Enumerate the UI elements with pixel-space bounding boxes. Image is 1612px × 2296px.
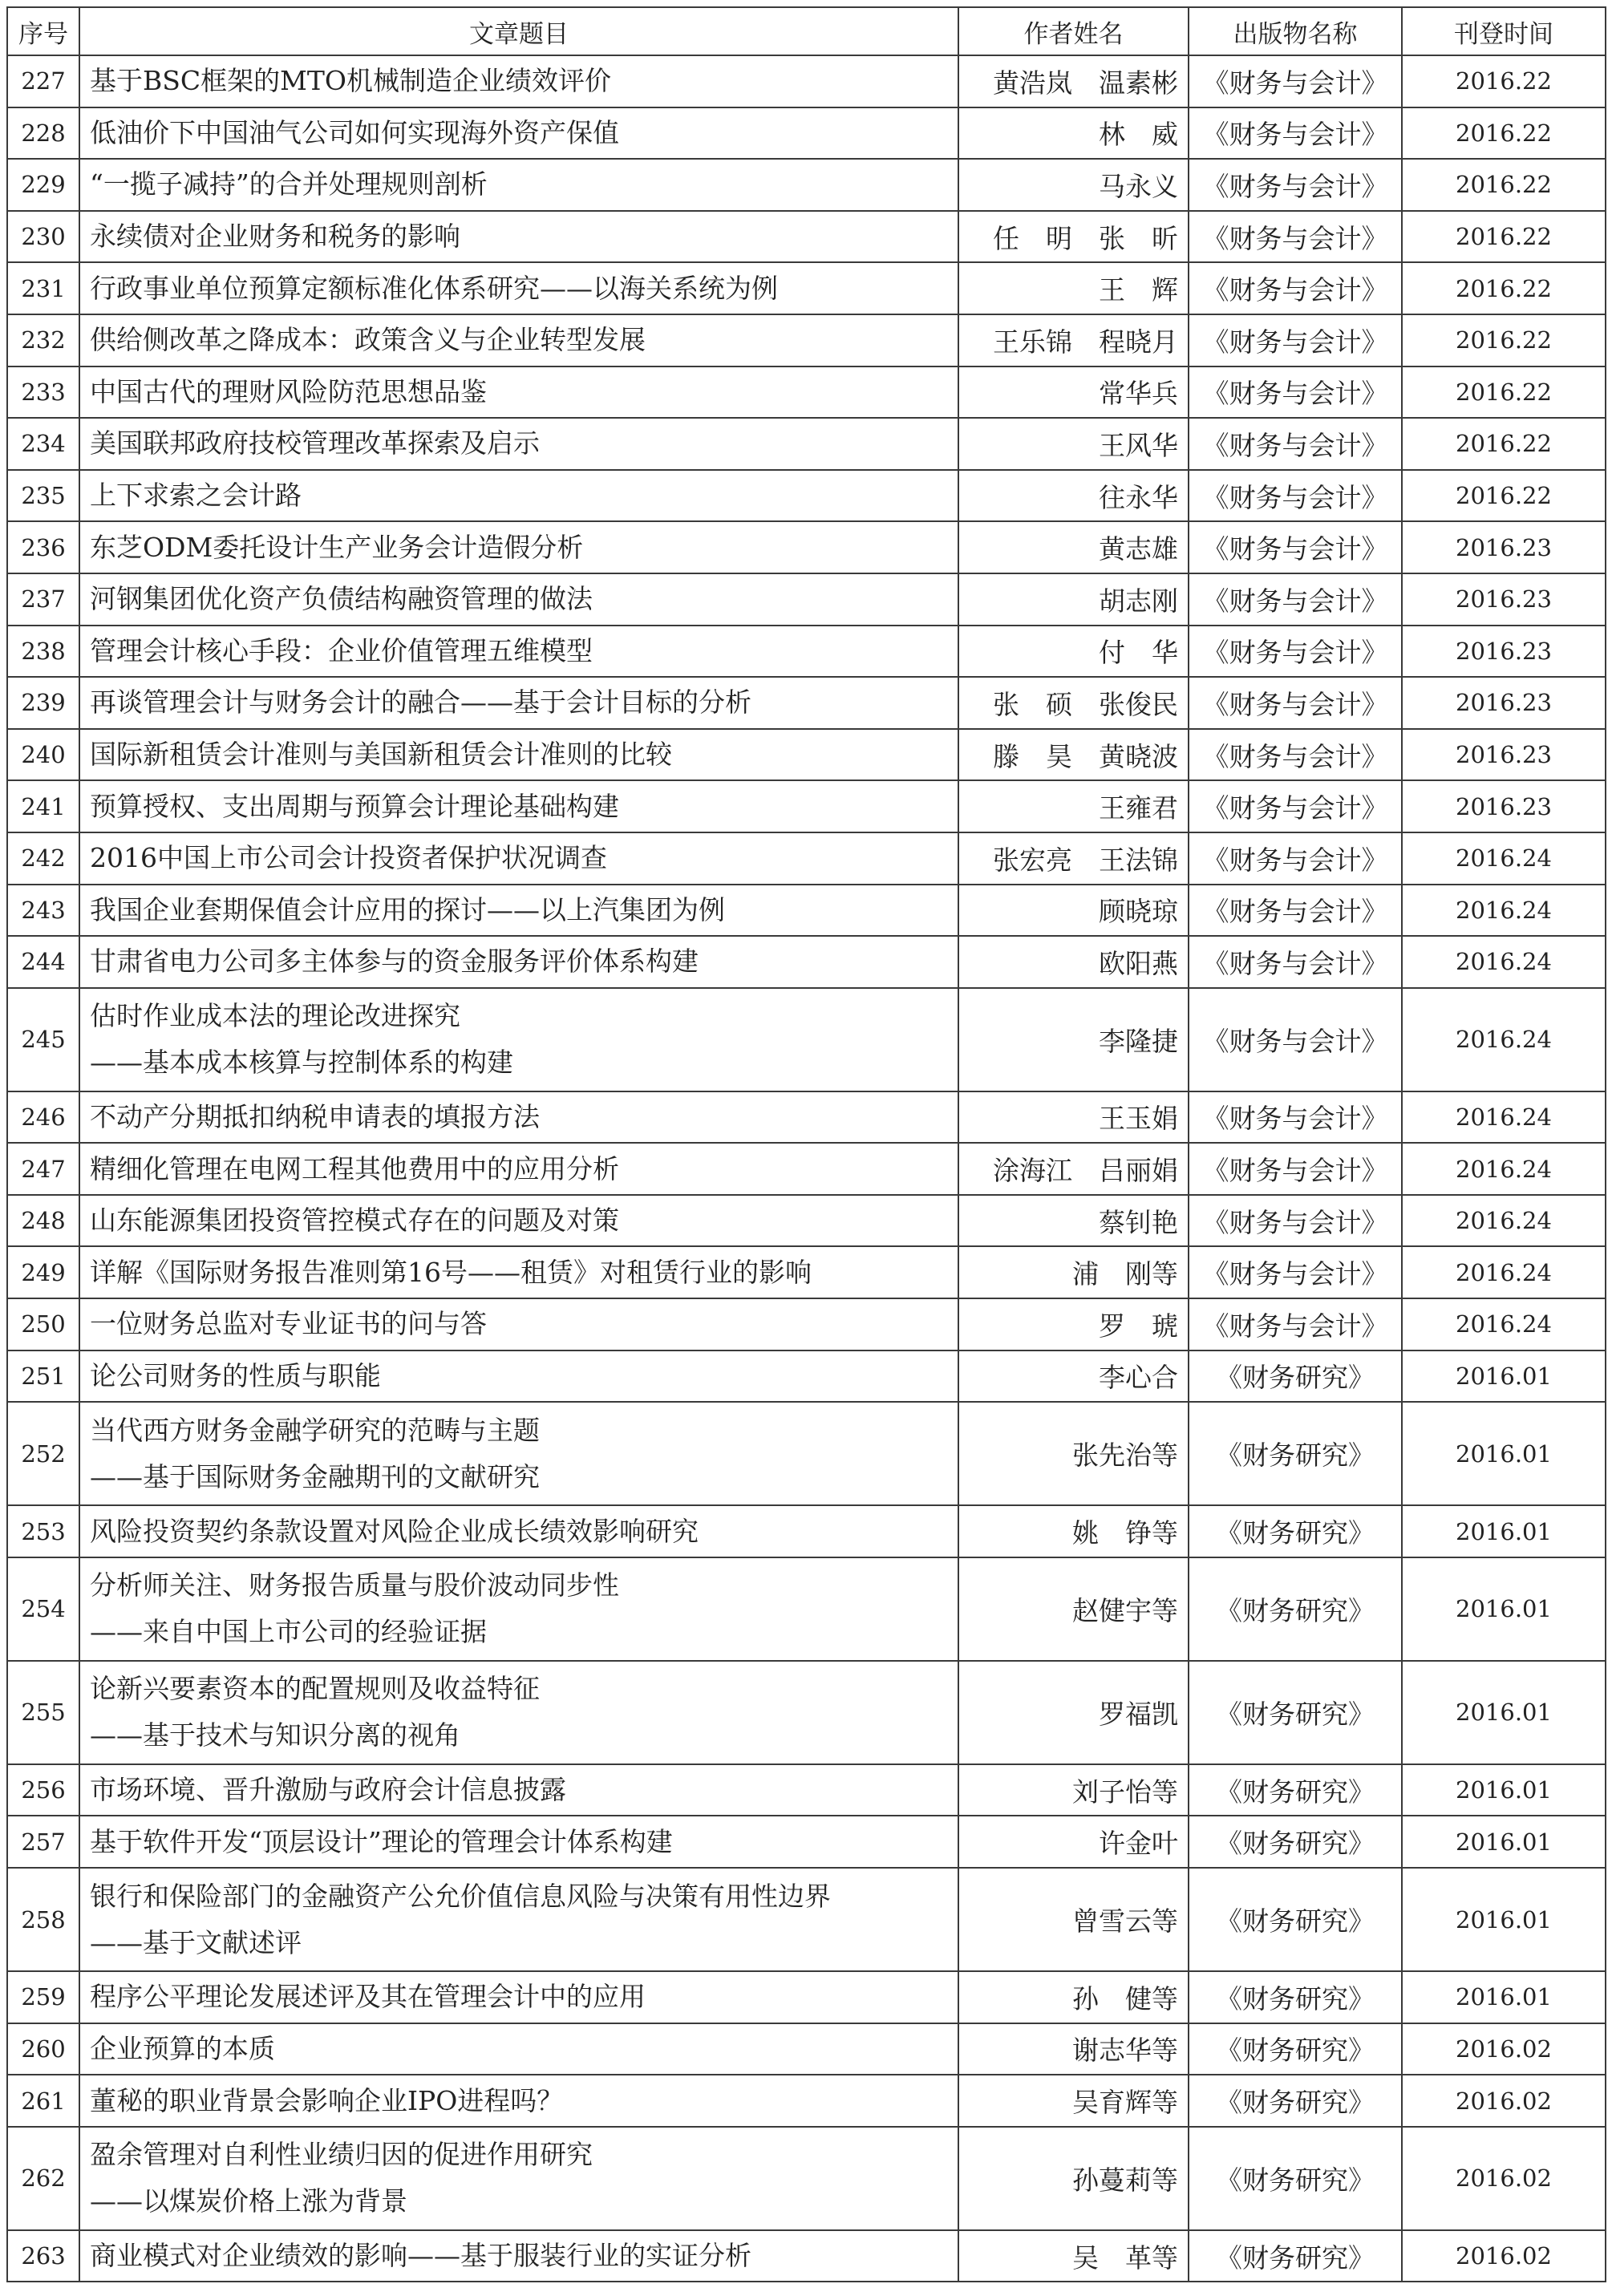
- article-title: [79, 626, 958, 678]
- publication-name: 《财务与会计》: [1189, 366, 1402, 419]
- table-row: [7, 366, 1606, 419]
- title-main: 详解《国际财务报告准则第16号——租赁》对租赁行业的影响: [90, 1256, 812, 1288]
- publication-name: 《财务与会计》: [1189, 626, 1402, 678]
- table-row: [7, 2075, 1606, 2127]
- title-main: 银行和保险部门的金融资产公允价值信息风险与决策有用性边界: [90, 1880, 831, 1912]
- title-subtitle: ——基于国际财务金融期刊的文献研究: [90, 1460, 540, 1492]
- row-number: 261: [7, 2075, 79, 2127]
- publish-date: 2016.02: [1402, 2023, 1606, 2075]
- title-main: 基于BSC框架的MTO机械制造企业绩效评价: [90, 65, 611, 97]
- table-row: [7, 1764, 1606, 1816]
- article-title: [79, 832, 958, 885]
- header-row: [7, 7, 1606, 55]
- article-table: [6, 6, 1606, 2282]
- table-row: [7, 832, 1606, 885]
- author-names: 姚 铮等: [958, 1505, 1189, 1557]
- publish-date: 2016.22: [1402, 262, 1606, 314]
- title-main: 2016中国上市公司会计投资者保护状况调查: [90, 842, 607, 874]
- publication-name: 《财务研究》: [1189, 2075, 1402, 2127]
- title-main: 再谈管理会计与财务会计的融合——基于会计目标的分析: [90, 686, 751, 719]
- article-title: [79, 2023, 958, 2075]
- row-number: 235: [7, 470, 79, 522]
- article-title: [79, 521, 958, 573]
- row-number: 256: [7, 1764, 79, 1816]
- table-row: [7, 2127, 1606, 2230]
- publish-date: 2016.22: [1402, 107, 1606, 160]
- article-title: [79, 314, 958, 366]
- publication-name: 《财务研究》: [1189, 1350, 1402, 1403]
- author-names: 常华兵: [958, 366, 1189, 419]
- row-number: 234: [7, 418, 79, 470]
- author-names: 顾晓琼: [958, 885, 1189, 937]
- publish-date: 2016.23: [1402, 573, 1606, 626]
- author-names: 赵健宇等: [958, 1557, 1189, 1661]
- table-row: [7, 1971, 1606, 2023]
- table-row: [7, 1298, 1606, 1350]
- article-title: [79, 573, 958, 626]
- table-row: [7, 626, 1606, 678]
- row-number: 243: [7, 885, 79, 937]
- row-number: 247: [7, 1143, 79, 1195]
- author-names: 王乐锦 程晓月: [958, 314, 1189, 366]
- article-title: [79, 988, 958, 1091]
- article-title: [79, 1143, 958, 1195]
- article-title: [79, 729, 958, 781]
- row-number: 259: [7, 1971, 79, 2023]
- author-names: 王 辉: [958, 262, 1189, 314]
- row-number: 240: [7, 729, 79, 781]
- publish-date: 2016.02: [1402, 2127, 1606, 2230]
- author-names: 张先治等: [958, 1402, 1189, 1505]
- title-main: 山东能源集团投资管控模式存在的问题及对策: [90, 1205, 619, 1237]
- publish-date: 2016.22: [1402, 55, 1606, 107]
- row-number: 238: [7, 626, 79, 678]
- author-names: 王雍君: [958, 780, 1189, 832]
- table-row: [7, 1195, 1606, 1247]
- publish-date: 2016.24: [1402, 1298, 1606, 1350]
- publication-name: 《财务研究》: [1189, 1402, 1402, 1505]
- row-number: 229: [7, 159, 79, 211]
- publication-name: 《财务与会计》: [1189, 314, 1402, 366]
- title-main: 甘肃省电力公司多主体参与的资金服务评价体系构建: [90, 946, 699, 978]
- title-main: 永续债对企业财务和税务的影响: [90, 221, 460, 253]
- row-number: 231: [7, 262, 79, 314]
- publication-name: 《财务与会计》: [1189, 729, 1402, 781]
- title-main: 东芝ODM委托设计生产业务会计造假分析: [90, 531, 584, 563]
- publication-name: 《财务与会计》: [1189, 521, 1402, 573]
- article-title: [79, 1557, 958, 1661]
- author-names: 往永华: [958, 470, 1189, 522]
- article-title: [79, 1091, 958, 1144]
- publish-date: 2016.23: [1402, 729, 1606, 781]
- publish-date: 2016.22: [1402, 159, 1606, 211]
- author-names: 黄浩岚 温素彬: [958, 55, 1189, 107]
- article-title: [79, 55, 958, 107]
- publish-date: 2016.01: [1402, 1868, 1606, 1971]
- table-row: [7, 262, 1606, 314]
- title-subtitle: ——基于技术与知识分离的视角: [90, 1719, 460, 1751]
- publish-date: 2016.23: [1402, 521, 1606, 573]
- author-names: 马永义: [958, 159, 1189, 211]
- table-row: [7, 1091, 1606, 1144]
- author-names: 许金叶: [958, 1816, 1189, 1868]
- article-title: [79, 1195, 958, 1247]
- title-main: 供给侧改革之降成本：政策含义与企业转型发展: [90, 324, 646, 356]
- publication-name: 《财务与会计》: [1189, 107, 1402, 160]
- title-main: 风险投资契约条款设置对风险企业成长绩效影响研究: [90, 1515, 699, 1547]
- author-names: 胡志刚: [958, 573, 1189, 626]
- publication-name: 《财务与会计》: [1189, 1195, 1402, 1247]
- publish-date: 2016.22: [1402, 211, 1606, 263]
- row-number: 244: [7, 936, 79, 988]
- table-row: [7, 1143, 1606, 1195]
- header-no: 序号: [7, 7, 79, 55]
- publication-name: 《财务与会计》: [1189, 418, 1402, 470]
- publication-name: 《财务研究》: [1189, 1971, 1402, 2023]
- author-names: 任 明 张 昕: [958, 211, 1189, 263]
- title-main: 管理会计核心手段：企业价值管理五维模型: [90, 634, 593, 666]
- row-number: 257: [7, 1816, 79, 1868]
- article-title: [79, 780, 958, 832]
- publish-date: 2016.01: [1402, 1402, 1606, 1505]
- table-row: [7, 729, 1606, 781]
- title-subtitle: ——基于文献述评: [90, 1926, 302, 1958]
- author-names: 孙蔓莉等: [958, 2127, 1189, 2230]
- row-number: 263: [7, 2230, 79, 2282]
- row-number: 255: [7, 1661, 79, 1764]
- author-names: 付 华: [958, 626, 1189, 678]
- publication-name: 《财务与会计》: [1189, 470, 1402, 522]
- table-row: [7, 470, 1606, 522]
- publication-name: 《财务研究》: [1189, 1764, 1402, 1816]
- row-number: 258: [7, 1868, 79, 1971]
- publish-date: 2016.24: [1402, 1246, 1606, 1298]
- title-main: 我国企业套期保值会计应用的探讨——以上汽集团为例: [90, 893, 725, 925]
- author-names: 欧阳燕: [958, 936, 1189, 988]
- publication-name: 《财务与会计》: [1189, 780, 1402, 832]
- publication-name: 《财务研究》: [1189, 1816, 1402, 1868]
- row-number: 248: [7, 1195, 79, 1247]
- row-number: 251: [7, 1350, 79, 1403]
- title-main: 论新兴要素资本的配置规则及收益特征: [90, 1673, 540, 1705]
- row-number: 250: [7, 1298, 79, 1350]
- publication-name: 《财务研究》: [1189, 2230, 1402, 2282]
- title-main: 一位财务总监对专业证书的问与答: [90, 1308, 487, 1340]
- publication-name: 《财务与会计》: [1189, 262, 1402, 314]
- article-title: [79, 1661, 958, 1764]
- author-names: 蔡钊艳: [958, 1195, 1189, 1247]
- table-row: [7, 1661, 1606, 1764]
- title-main: 盈余管理对自利性业绩归因的促进作用研究: [90, 2139, 593, 2171]
- title-main: 中国古代的理财风险防范思想品鉴: [90, 375, 487, 407]
- title-main: 市场环境、晋升激励与政府会计信息披露: [90, 1774, 566, 1806]
- publish-date: 2016.23: [1402, 780, 1606, 832]
- author-names: 谢志华等: [958, 2023, 1189, 2075]
- author-names: 吴 革等: [958, 2230, 1189, 2282]
- author-names: 林 威: [958, 107, 1189, 160]
- article-title: [79, 418, 958, 470]
- article-title: [79, 159, 958, 211]
- row-number: 254: [7, 1557, 79, 1661]
- row-number: 241: [7, 780, 79, 832]
- table-row: [7, 55, 1606, 107]
- article-title: [79, 1350, 958, 1403]
- article-title: [79, 2075, 958, 2127]
- publish-date: 2016.02: [1402, 2075, 1606, 2127]
- author-names: 李隆捷: [958, 988, 1189, 1091]
- article-title: [79, 677, 958, 729]
- publish-date: 2016.01: [1402, 1816, 1606, 1868]
- table-row: [7, 573, 1606, 626]
- row-number: 236: [7, 521, 79, 573]
- title-main: 上下求索之会计路: [90, 480, 302, 512]
- article-title: [79, 1246, 958, 1298]
- publication-name: 《财务研究》: [1189, 1557, 1402, 1661]
- table-row: [7, 1350, 1606, 1403]
- table-row: [7, 885, 1606, 937]
- row-number: 237: [7, 573, 79, 626]
- table-row: [7, 2230, 1606, 2282]
- title-main: 企业预算的本质: [90, 2032, 275, 2064]
- publish-date: 2016.24: [1402, 832, 1606, 885]
- author-names: 孙 健等: [958, 1971, 1189, 2023]
- table-row: [7, 159, 1606, 211]
- publication-name: 《财务与会计》: [1189, 159, 1402, 211]
- publication-name: 《财务与会计》: [1189, 1246, 1402, 1298]
- title-main: 不动产分期抵扣纳税申请表的填报方法: [90, 1100, 540, 1132]
- publication-name: 《财务与会计》: [1189, 677, 1402, 729]
- title-main: 行政事业单位预算定额标准化体系研究——以海关系统为例: [90, 272, 778, 304]
- table-row: [7, 780, 1606, 832]
- title-main: 基于软件开发“顶层设计”理论的管理会计体系构建: [90, 1825, 673, 1857]
- title-main: 估时作业成本法的理论改进探究: [90, 1000, 460, 1032]
- table-row: [7, 211, 1606, 263]
- publication-name: 《财务与会计》: [1189, 832, 1402, 885]
- table-row: [7, 314, 1606, 366]
- table-row: [7, 1402, 1606, 1505]
- article-title: [79, 885, 958, 937]
- title-main: 河钢集团优化资产负债结构融资管理的做法: [90, 583, 593, 615]
- author-names: 王玉娟: [958, 1091, 1189, 1144]
- publish-date: 2016.01: [1402, 1661, 1606, 1764]
- author-names: 张 硕 张俊民: [958, 677, 1189, 729]
- publish-date: 2016.01: [1402, 1350, 1606, 1403]
- article-title: [79, 936, 958, 988]
- publication-name: 《财务与会计》: [1189, 1298, 1402, 1350]
- table-row: [7, 418, 1606, 470]
- article-title: [79, 1971, 958, 2023]
- table-row: [7, 1868, 1606, 1971]
- publish-date: 2016.24: [1402, 936, 1606, 988]
- article-title: [79, 1298, 958, 1350]
- article-title: [79, 107, 958, 160]
- publication-name: 《财务与会计》: [1189, 988, 1402, 1091]
- title-main: 程序公平理论发展述评及其在管理会计中的应用: [90, 1981, 646, 2013]
- title-main: 当代西方财务金融学研究的范畴与主题: [90, 1414, 540, 1446]
- article-title: [79, 470, 958, 522]
- table-row: [7, 936, 1606, 988]
- table-row: [7, 988, 1606, 1091]
- title-subtitle: ——来自中国上市公司的经验证据: [90, 1616, 487, 1648]
- publication-name: 《财务与会计》: [1189, 211, 1402, 263]
- publish-date: 2016.22: [1402, 314, 1606, 366]
- row-number: 239: [7, 677, 79, 729]
- table-row: [7, 1505, 1606, 1557]
- article-title: [79, 1868, 958, 1971]
- publish-date: 2016.01: [1402, 1557, 1606, 1661]
- header-author: 作者姓名: [958, 7, 1189, 55]
- publication-name: 《财务与会计》: [1189, 936, 1402, 988]
- publication-name: 《财务研究》: [1189, 2023, 1402, 2075]
- publish-date: 2016.01: [1402, 1971, 1606, 2023]
- table-row: [7, 677, 1606, 729]
- publication-name: 《财务研究》: [1189, 1868, 1402, 1971]
- row-number: 233: [7, 366, 79, 419]
- article-title: [79, 1402, 958, 1505]
- row-number: 253: [7, 1505, 79, 1557]
- publish-date: 2016.23: [1402, 677, 1606, 729]
- table-row: [7, 107, 1606, 160]
- article-title: [79, 366, 958, 419]
- author-names: 滕 昊 黄晓波: [958, 729, 1189, 781]
- author-names: 刘子怡等: [958, 1764, 1189, 1816]
- row-number: 249: [7, 1246, 79, 1298]
- publication-name: 《财务研究》: [1189, 1505, 1402, 1557]
- title-main: 国际新租赁会计准则与美国新租赁会计准则的比较: [90, 739, 672, 771]
- publish-date: 2016.22: [1402, 366, 1606, 419]
- row-number: 242: [7, 832, 79, 885]
- title-main: 分析师关注、财务报告质量与股价波动同步性: [90, 1569, 619, 1602]
- author-names: 浦 刚等: [958, 1246, 1189, 1298]
- publish-date: 2016.23: [1402, 626, 1606, 678]
- title-main: 董秘的职业背景会影响企业IPO进程吗？: [90, 2084, 564, 2116]
- author-names: 黄志雄: [958, 521, 1189, 573]
- title-main: “一揽子减持”的合并处理规则剖析: [90, 168, 488, 200]
- article-title: [79, 211, 958, 263]
- publication-name: 《财务与会计》: [1189, 885, 1402, 937]
- row-number: 262: [7, 2127, 79, 2230]
- publication-name: 《财务与会计》: [1189, 1091, 1402, 1144]
- author-names: 涂海江 吕丽娟: [958, 1143, 1189, 1195]
- publish-date: 2016.24: [1402, 988, 1606, 1091]
- publish-date: 2016.01: [1402, 1764, 1606, 1816]
- title-main: 预算授权、支出周期与预算会计理论基础构建: [90, 790, 619, 822]
- header-publication: 出版物名称: [1189, 7, 1402, 55]
- publication-name: 《财务研究》: [1189, 1661, 1402, 1764]
- title-main: 精细化管理在电网工程其他费用中的应用分析: [90, 1152, 619, 1184]
- author-names: 曾雪云等: [958, 1868, 1189, 1971]
- publish-date: 2016.01: [1402, 1505, 1606, 1557]
- row-number: 232: [7, 314, 79, 366]
- table-row: [7, 1557, 1606, 1661]
- publish-date: 2016.22: [1402, 470, 1606, 522]
- title-main: 商业模式对企业绩效的影响——基于服装行业的实证分析: [90, 2240, 751, 2272]
- row-number: 228: [7, 107, 79, 160]
- article-title: [79, 262, 958, 314]
- row-number: 245: [7, 988, 79, 1091]
- publish-date: 2016.22: [1402, 418, 1606, 470]
- author-names: 罗福凯: [958, 1661, 1189, 1764]
- publish-date: 2016.02: [1402, 2230, 1606, 2282]
- title-subtitle: ——以煤炭价格上涨为背景: [90, 2185, 407, 2217]
- author-names: 李心合: [958, 1350, 1189, 1403]
- row-number: 246: [7, 1091, 79, 1144]
- article-title: [79, 1505, 958, 1557]
- publish-date: 2016.24: [1402, 1091, 1606, 1144]
- row-number: 252: [7, 1402, 79, 1505]
- title-main: 论公司财务的性质与职能: [90, 1359, 381, 1391]
- publish-date: 2016.24: [1402, 1195, 1606, 1247]
- table-body: [7, 55, 1606, 2282]
- publication-name: 《财务研究》: [1189, 2127, 1402, 2230]
- article-title: [79, 2127, 958, 2230]
- author-names: 张宏亮 王法锦: [958, 832, 1189, 885]
- article-title: [79, 1764, 958, 1816]
- author-names: 吴育辉等: [958, 2075, 1189, 2127]
- author-names: 王风华: [958, 418, 1189, 470]
- title-main: 美国联邦政府技校管理改革探索及启示: [90, 427, 540, 460]
- table-row: [7, 1246, 1606, 1298]
- row-number: 227: [7, 55, 79, 107]
- publication-name: 《财务与会计》: [1189, 55, 1402, 107]
- table-row: [7, 1816, 1606, 1868]
- header-title: 文章题目: [79, 7, 958, 55]
- publication-name: 《财务与会计》: [1189, 1143, 1402, 1195]
- header-date: 刊登时间: [1402, 7, 1606, 55]
- article-title: [79, 2230, 958, 2282]
- publish-date: 2016.24: [1402, 885, 1606, 937]
- publish-date: 2016.24: [1402, 1143, 1606, 1195]
- article-title: [79, 1816, 958, 1868]
- publication-name: 《财务与会计》: [1189, 573, 1402, 626]
- row-number: 230: [7, 211, 79, 263]
- title-subtitle: ——基本成本核算与控制体系的构建: [90, 1047, 513, 1079]
- table-row: [7, 2023, 1606, 2075]
- author-names: 罗 琥: [958, 1298, 1189, 1350]
- row-number: 260: [7, 2023, 79, 2075]
- title-main: 低油价下中国油气公司如何实现海外资产保值: [90, 116, 619, 148]
- table-row: [7, 521, 1606, 573]
